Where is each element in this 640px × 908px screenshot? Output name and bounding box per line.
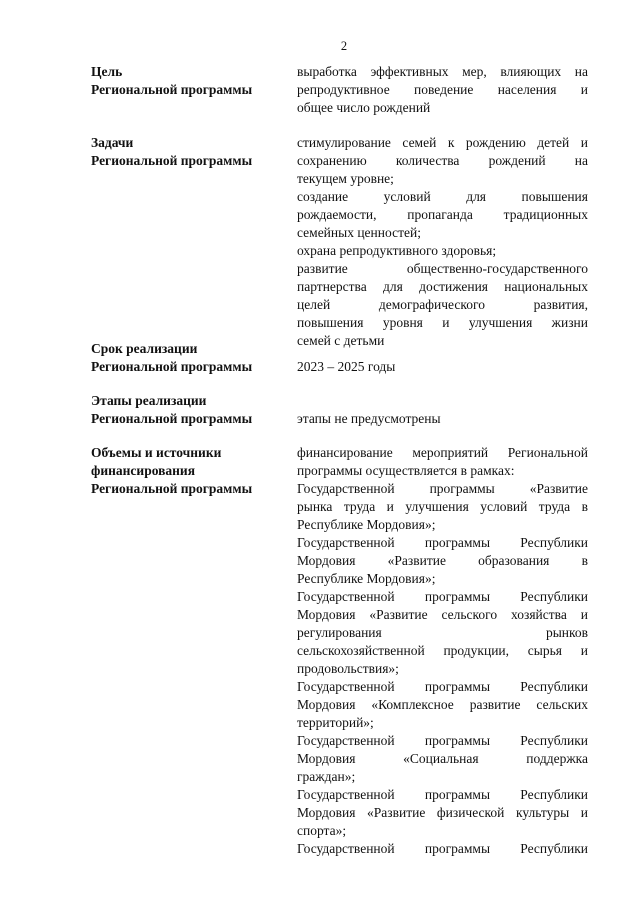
- value-line: Государственной программы Республики: [297, 535, 588, 550]
- row-label: [91, 134, 291, 170]
- value-line: развитие общественно-государственного: [297, 261, 588, 276]
- value-line: Государственной программы Республики: [297, 787, 588, 802]
- label-line: Этапы реализации: [91, 393, 207, 408]
- value-line: создание условий для повышения: [297, 189, 588, 204]
- value-line: рынка труда и улучшения условий труда в: [297, 499, 588, 514]
- value-line: охрана репродуктивного здоровья;: [297, 243, 497, 258]
- value-line: сохранению количества рождений на: [297, 153, 588, 168]
- value-line: финансирование мероприятий Региональной: [297, 445, 588, 460]
- value-line: Мордовия «Социальная поддержка: [297, 751, 588, 766]
- value-line: территорий»;: [297, 715, 374, 730]
- row-value: [297, 134, 588, 350]
- value-line: продовольствия»;: [297, 661, 399, 676]
- row-label: [91, 444, 291, 498]
- value-line: регулирования рынков: [297, 625, 588, 640]
- value-line: рождаемости, пропаганда традиционных: [297, 207, 588, 222]
- page-number: 2: [340, 39, 348, 53]
- value-line: Мордовия «Развитие образования в: [297, 553, 588, 568]
- label-line: Региональной программы: [91, 411, 253, 426]
- label-line: Цель: [91, 64, 123, 79]
- value-line: семейных ценностей;: [297, 225, 421, 240]
- row-label: [91, 392, 291, 428]
- label-line: Региональной программы: [91, 153, 253, 168]
- value-line: спорта»;: [297, 823, 347, 838]
- row-value: [297, 444, 588, 858]
- value-line: Государственной программы Республики: [297, 679, 588, 694]
- value-line: 2023 – 2025 годы: [297, 359, 396, 374]
- value-line: Республике Мордовия»;: [297, 571, 436, 586]
- value-line: этапы не предусмотрены: [297, 411, 441, 426]
- value-line: граждан»;: [297, 769, 356, 784]
- value-line: Государственной программы Республики: [297, 733, 588, 748]
- value-line: Мордовия «Комплексное развитие сельских: [297, 697, 588, 712]
- row-value: [297, 358, 588, 376]
- value-line: повышения уровня и улучшения жизни: [297, 315, 588, 330]
- value-line: Мордовия «Развитие сельского хозяйства и: [297, 607, 588, 622]
- value-line: репродуктивное поведение населения и: [297, 82, 588, 97]
- row-label: [91, 63, 291, 99]
- row-value: [297, 410, 588, 428]
- value-line: стимулирование семей к рождению детей и: [297, 135, 588, 150]
- label-line: Региональной программы: [91, 359, 253, 374]
- label-line: Объемы и источники: [91, 445, 222, 460]
- value-line: целей демографического развития,: [297, 297, 588, 312]
- value-line: партнерства для достижения национальных: [297, 279, 588, 294]
- value-line: программы осуществляется в рамках:: [297, 463, 515, 478]
- value-line: общее число рождений: [297, 100, 431, 115]
- value-line: выработка эффективных мер, влияющих на: [297, 64, 588, 79]
- value-line: Мордовия «Развитие физической культуры и: [297, 805, 588, 820]
- label-line: финансирования: [91, 463, 196, 478]
- value-line: Государственной программы Республики: [297, 589, 588, 604]
- value-line: Республике Мордовия»;: [297, 517, 436, 532]
- row-value: [297, 63, 588, 117]
- value-line: Государственной программы «Развитие: [297, 481, 588, 496]
- label-line: Срок реализации: [91, 341, 198, 356]
- label-line: Региональной программы: [91, 82, 253, 97]
- value-line: текущем уровне;: [297, 171, 394, 186]
- value-line: Государственной программы Республики: [297, 841, 588, 856]
- value-line: сельскохозяйственной продукции, сырья и: [297, 643, 588, 658]
- value-line: семей с детьми: [297, 333, 385, 348]
- label-line: Задачи: [91, 135, 134, 150]
- row-label: [91, 340, 291, 376]
- label-line: Региональной программы: [91, 481, 253, 496]
